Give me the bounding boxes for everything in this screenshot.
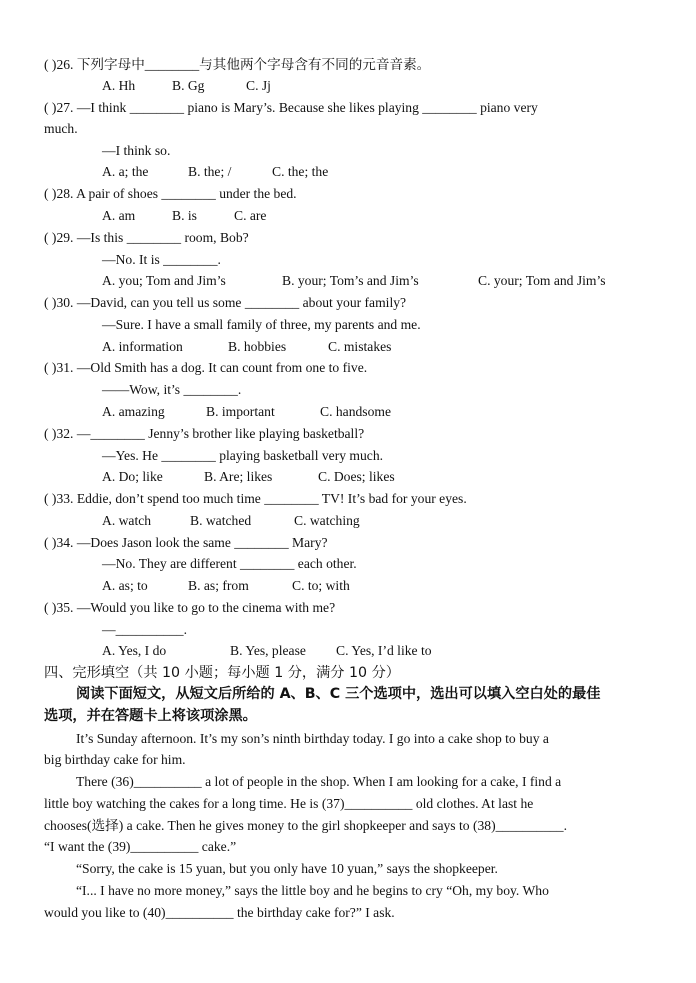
- option-c: C. to; with: [292, 578, 350, 593]
- option-b: B. your; Tom’s and Jim’s: [282, 273, 419, 288]
- question-34-stem: ( )34. —Does Jason look the same ________ Mary?: [44, 535, 328, 550]
- passage-line-9: would you like to (40)__________ the birthday cake for?” I ask.: [44, 905, 395, 920]
- passage-line-7: “Sorry, the cake is 15 yuan, but you only have 10 yuan,” says the shopkeeper.: [76, 861, 498, 876]
- section-instruction-line-2: 选项，并在答题卡上将该项涂黑。: [44, 708, 257, 724]
- passage-line-5: chooses(选择) a cake. Then he gives money to the girl shopkeeper and says to (38)__________.: [44, 818, 567, 833]
- passage-line-1: It’s Sunday afternoon. It’s my son’s ninth birthday today. I go into a cake shop to buy a: [76, 731, 549, 746]
- question-33-options: [102, 511, 652, 531]
- passage-line-8: “I... I have no more money,” says the little boy and he begins to cry “Oh, my boy. Who: [76, 883, 549, 898]
- option-c: C. watching: [294, 513, 360, 528]
- question-27-reply: —I think so.: [102, 143, 171, 158]
- question-28-stem: ( )28. A pair of shoes ________ under the bed.: [44, 186, 297, 201]
- option-a: A. Yes, I do: [102, 643, 167, 658]
- option-a: A. Do; like: [102, 469, 163, 484]
- question-35-stem: ( )35. —Would you like to go to the cinema with me?: [44, 600, 336, 615]
- option-a: A. you; Tom and Jim’s: [102, 273, 226, 288]
- question-32-reply: —Yes. He ________ playing basketball very much.: [102, 448, 384, 463]
- passage-line-4: little boy watching the cakes for a long time. He is (37)__________ old clothes. At last he: [44, 796, 534, 811]
- option-c: C. are: [234, 208, 267, 223]
- question-30-stem: ( )30. —David, can you tell us some ________ about your family?: [44, 295, 407, 310]
- option-a: A. as; to: [102, 578, 148, 593]
- option-a: A. am: [102, 208, 136, 223]
- option-a: A. Hh: [102, 78, 136, 93]
- option-b: B. the; /: [188, 164, 232, 179]
- section-heading: 四、完形填空（共 10 小题；每小题 1 分，满分 10 分）: [44, 665, 400, 681]
- question-27-stem: ( )27. —I think ________ piano is Mary’s. Because she likes playing ________ piano very: [44, 100, 538, 115]
- question-31-options: [102, 402, 652, 422]
- question-33-stem: ( )33. Eddie, don’t spend too much time ________ TV! It’s bad for your eyes.: [44, 491, 467, 506]
- option-b: B. is: [172, 208, 197, 223]
- question-30-reply: —Sure. I have a small family of three, my parents and me.: [102, 317, 421, 332]
- option-c: C. Jj: [246, 78, 271, 93]
- question-35-options: [102, 641, 652, 661]
- question-29-stem: ( )29. —Is this ________ room, Bob?: [44, 230, 249, 245]
- option-c: C. mistakes: [328, 339, 392, 354]
- option-b: B. Yes, please: [230, 643, 306, 658]
- question-32-options: [102, 467, 652, 487]
- question-27-continuation: much.: [44, 121, 78, 136]
- question-27-options: [102, 162, 652, 182]
- question-31-stem: ( )31. —Old Smith has a dog. It can count from one to five.: [44, 360, 368, 375]
- option-b: B. Gg: [172, 78, 205, 93]
- question-26-stem: ( )26. 下列字母中________与其他两个字母含有不同的元音音素。: [44, 57, 431, 72]
- option-a: A. watch: [102, 513, 152, 528]
- question-29-options: [102, 271, 652, 291]
- passage-line-6: “I want the (39)__________ cake.”: [44, 839, 237, 854]
- option-b: B. important: [206, 404, 275, 419]
- passage-line-3: There (36)__________ a lot of people in the shop. When I am looking for a cake, I find a: [76, 774, 562, 789]
- question-26-options: [102, 76, 652, 96]
- question-31-reply: ——Wow, it’s ________.: [102, 382, 242, 397]
- option-c: C. Does; likes: [318, 469, 395, 484]
- question-30-options: [102, 337, 652, 357]
- question-29-reply: —No. It is ________.: [102, 252, 221, 267]
- option-a: A. a; the: [102, 164, 149, 179]
- option-b: B. hobbies: [228, 339, 287, 354]
- question-34-reply: —No. They are different ________ each other.: [102, 556, 357, 571]
- option-a: A. amazing: [102, 404, 165, 419]
- section-instruction-line-1: 阅读下面短文，从短文后所给的 A、B、C 三个选项中，选出可以填入空白处的最佳: [76, 686, 601, 702]
- question-34-options: [102, 576, 652, 596]
- option-c: C. the; the: [272, 164, 329, 179]
- passage-line-2: big birthday cake for him.: [44, 752, 186, 767]
- question-35-reply: —__________.: [102, 622, 187, 637]
- option-a: A. information: [102, 339, 183, 354]
- option-c: C. your; Tom and Jim’s: [478, 273, 606, 288]
- option-c: C. handsome: [320, 404, 391, 419]
- question-28-options: [102, 206, 652, 226]
- option-b: B. Are; likes: [204, 469, 273, 484]
- option-c: C. Yes, I’d like to: [336, 643, 432, 658]
- option-b: B. watched: [190, 513, 252, 528]
- option-b: B. as; from: [188, 578, 249, 593]
- question-32-stem: ( )32. —________ Jenny’s brother like playing basketball?: [44, 426, 365, 441]
